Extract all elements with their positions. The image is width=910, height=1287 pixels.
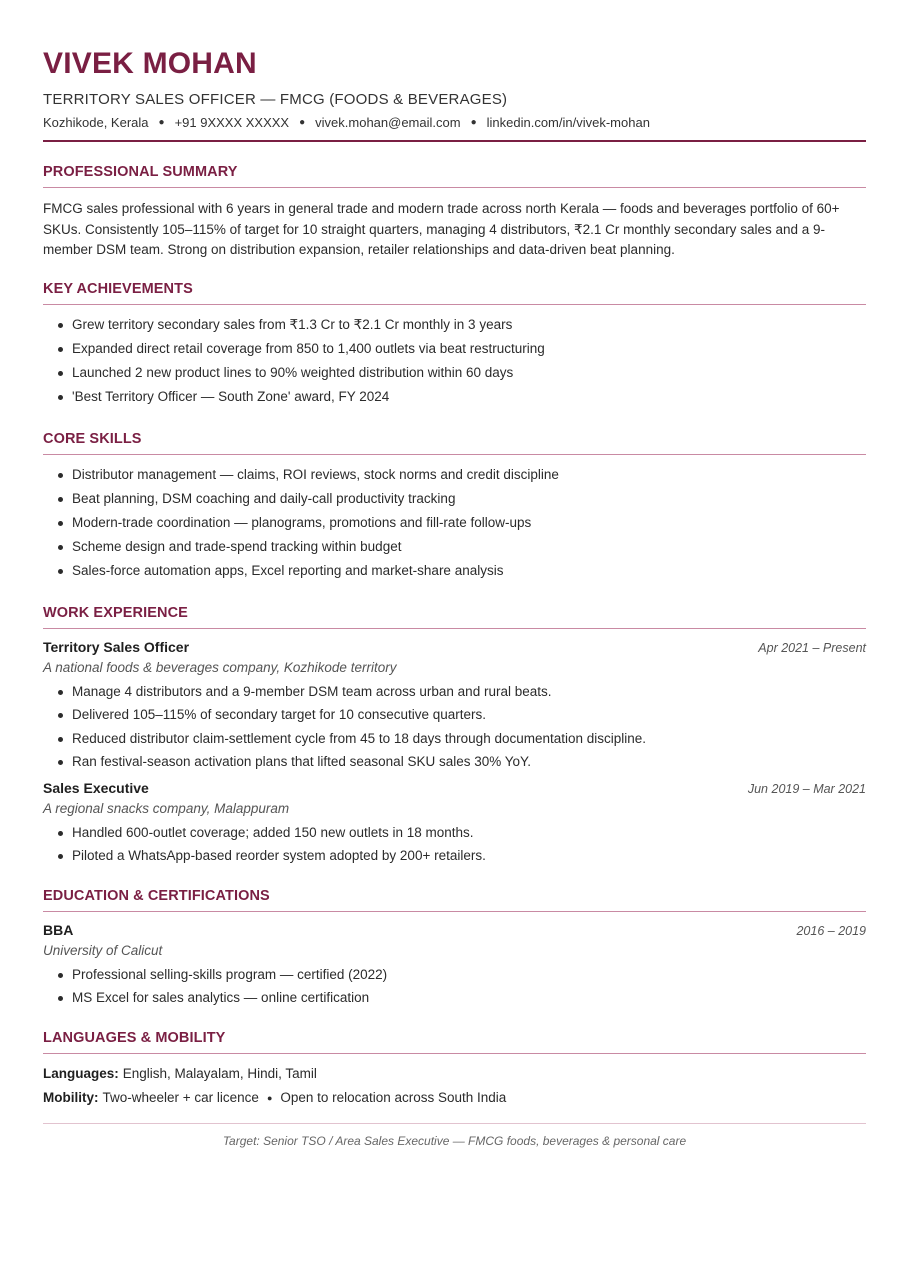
section-divider xyxy=(43,454,866,455)
section-skills xyxy=(43,431,866,583)
job-dates: Jun 2019 – Mar 2021 xyxy=(747,781,866,796)
section-title: KEY ACHIEVEMENTS xyxy=(43,280,193,297)
section-divider xyxy=(43,1053,866,1054)
job-bullets xyxy=(43,821,866,868)
footer-target: Target: Senior TSO / Area Sales Executive — FMCG foods, beverages & personal care xyxy=(222,1133,687,1148)
footer-divider xyxy=(43,1123,866,1124)
section-title: EDUCATION & CERTIFICATIONS xyxy=(43,887,270,904)
contact-line xyxy=(43,115,866,131)
job-entry xyxy=(43,637,866,774)
list-item: Expanded direct retail coverage from 850 to 1,400 outlets via beat restructuring xyxy=(54,337,866,361)
list-item: Ran festival-season activation plans that lifted seasonal SKU sales 30% YoY. xyxy=(54,750,866,774)
skills-list xyxy=(43,463,866,583)
job-title: Territory Sales Officer xyxy=(43,638,190,655)
job-header xyxy=(43,778,866,799)
contact-location: Kozhikode, Kerala xyxy=(43,115,149,130)
languages-label: Languages: xyxy=(43,1065,119,1081)
headline: TERRITORY SALES OFFICER — FMCG (FOODS & BEVERAGES) xyxy=(43,91,508,108)
job-dates: Apr 2021 – Present xyxy=(758,640,866,655)
job-entry xyxy=(43,778,866,868)
list-item: Beat planning, DSM coaching and daily-call productivity tracking xyxy=(54,487,866,511)
job-header xyxy=(43,637,866,658)
list-item: Professional selling-skills program — certified (2022) xyxy=(54,963,866,987)
section-achievements xyxy=(43,281,866,409)
list-item: Launched 2 new product lines to 90% weighted distribution within 60 days xyxy=(54,361,866,385)
languages-line xyxy=(43,1062,866,1086)
section-languages xyxy=(43,1030,866,1110)
bullet-separator: ● xyxy=(266,1092,273,1103)
mobility-label: Mobility: xyxy=(43,1089,99,1105)
list-item: Piloted a WhatsApp-based reorder system adopted by 200+ retailers. xyxy=(54,844,866,868)
header-divider xyxy=(43,140,866,142)
list-item: Manage 4 distributors and a 9-member DSM team across urban and rural beats. xyxy=(54,680,866,704)
mobility-value: Two-wheeler + car licence xyxy=(102,1089,259,1105)
list-item: Handled 600-outlet coverage; added 150 new outlets in 18 months. xyxy=(54,821,866,845)
list-item: Grew territory secondary sales from ₹1.3 Cr to ₹2.1 Cr monthly in 3 years xyxy=(54,313,866,337)
candidate-name: VIVEK MOHAN xyxy=(43,47,257,80)
section-title: CORE SKILLS xyxy=(43,430,142,447)
section-divider xyxy=(43,187,866,188)
mobility-value: Open to relocation across South India xyxy=(280,1089,507,1105)
list-item: Modern-trade coordination — planograms, promotions and fill-rate follow-ups xyxy=(54,511,866,535)
bullet-separator: ● xyxy=(299,117,306,128)
job-organization: A regional snacks company, Malappuram xyxy=(43,800,290,816)
list-item: MS Excel for sales analytics — online certification xyxy=(54,986,866,1010)
degree: BBA xyxy=(43,921,74,938)
list-item: Reduced distributor claim-settlement cycle from 45 to 18 days through documentation discipline. xyxy=(54,727,866,751)
section-divider xyxy=(43,911,866,912)
list-item: Sales-force automation apps, Excel reporting and market-share analysis xyxy=(54,559,866,583)
education-entry xyxy=(43,920,866,1010)
job-organization: A national foods & beverages company, Kozhikode territory xyxy=(43,659,397,675)
education-dates: 2016 – 2019 xyxy=(796,923,866,938)
job-bullets xyxy=(43,680,866,774)
section-divider xyxy=(43,304,866,305)
section-title: LANGUAGES & MOBILITY xyxy=(43,1029,226,1046)
list-item: Delivered 105–115% of secondary target for 10 consecutive quarters. xyxy=(54,703,866,727)
mobility-line xyxy=(43,1086,866,1110)
summary-text: FMCG sales professional with 6 years in general trade and modern trade across north Kerala — foods and beverages portfolio of 60+ SKUs. Consistently 105–115% of target for 10 straight quarters, managing 4 distributors, ₹2.1 Cr monthly secondary sales and a 9-member DSM team. Strong on distribution expansion, retailer relationships and data-driven beat planning. xyxy=(43,201,840,257)
contact-phone: +91 9XXXX XXXXX xyxy=(174,115,290,130)
bullet-separator: ● xyxy=(158,117,165,128)
bullet-separator: ● xyxy=(470,117,477,128)
languages-value: English, Malayalam, Hindi, Tamil xyxy=(122,1065,317,1081)
section-summary xyxy=(43,164,866,261)
achievements-list xyxy=(43,313,866,409)
list-item: 'Best Territory Officer — South Zone' award, FY 2024 xyxy=(54,385,866,409)
section-education xyxy=(43,888,866,1010)
contact-linkedin[interactable]: linkedin.com/in/vivek-mohan xyxy=(486,115,650,130)
school-name: University of Calicut xyxy=(43,942,163,958)
list-item: Scheme design and trade-spend tracking within budget xyxy=(54,535,866,559)
certification-list xyxy=(43,963,866,1010)
list-item: Distributor management — claims, ROI reviews, stock norms and credit discipline xyxy=(54,463,866,487)
education-header xyxy=(43,920,866,941)
languages-block xyxy=(43,1062,866,1110)
section-title: PROFESSIONAL SUMMARY xyxy=(43,164,238,180)
section-title: WORK EXPERIENCE xyxy=(43,604,188,621)
section-experience xyxy=(43,605,866,868)
job-title: Sales Executive xyxy=(43,779,149,796)
section-divider xyxy=(43,628,866,629)
contact-email[interactable]: vivek.mohan@email.com xyxy=(315,115,461,130)
